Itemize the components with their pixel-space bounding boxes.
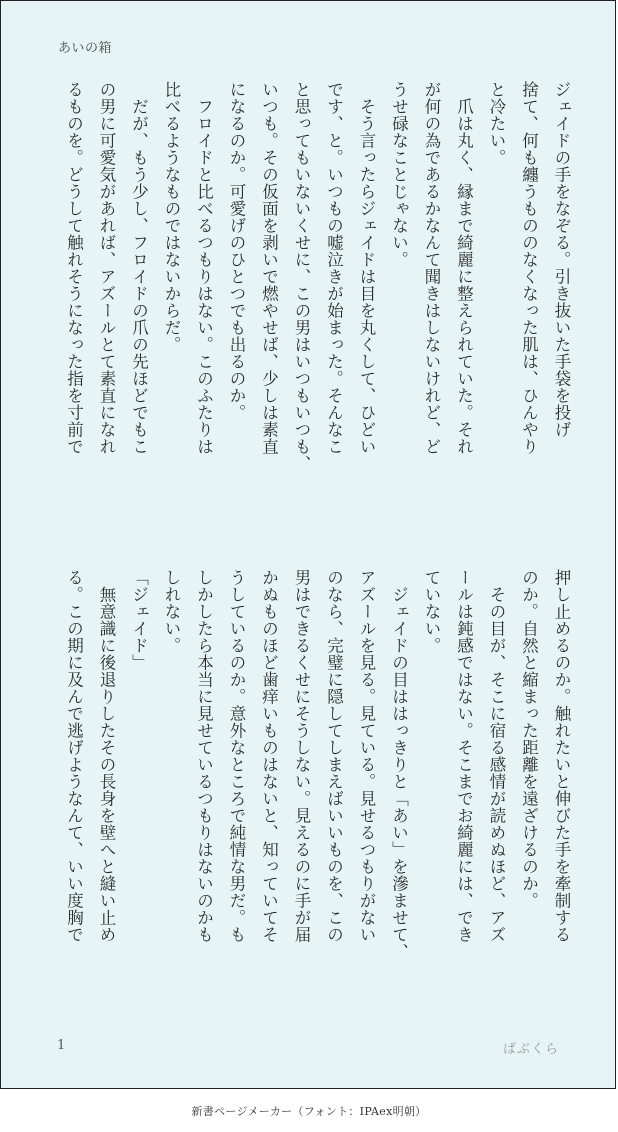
text-line: と冷たい。 [487, 81, 506, 166]
text-line: 押し止めるのか。触れたいと伸びた手を牽制する [552, 569, 571, 943]
text-line: です、と。いつもの嘘泣きが始まった。そんなこ [324, 81, 344, 455]
text-line: ていない。 [422, 569, 441, 654]
text-line: 無意識に後退りしたその長身を壁へと縫い止め [97, 569, 116, 943]
text-line: アズールを見る。見ている。見せるつもりがない [357, 569, 376, 943]
text-line: ジェイドの目ははっきりと「あい」を滲ませて、 [389, 569, 409, 960]
text-line: フロイドと比べるつもりはない。このふたりは [194, 81, 214, 455]
text-line: しれない。 [162, 569, 181, 654]
page-number: 1 [57, 1038, 66, 1053]
text-line: うせ碌なことじゃない。 [389, 81, 409, 268]
text-line: しかしたら本当に見せているつもりはないのかも [194, 569, 214, 943]
text-column-bottom [1, 569, 615, 999]
text-line: が何の為であるかなんて聞きはしないけれど、ど [422, 81, 441, 455]
text-line: の男に可愛気があれば、アズールとて素直になれ [97, 81, 116, 455]
text-line: と思ってもいないくせに、この男はいつもいつも、 [292, 81, 311, 472]
text-line: いつも。その仮面を剥いで燃やせば、少しは素直 [259, 81, 279, 455]
text-line: うしているのか。意外なところで純情な男だ。も [227, 569, 246, 943]
text-line: 比べるようなものではないからだ。 [162, 81, 181, 353]
vertical-text-top [57, 81, 577, 511]
text-column-top [1, 81, 615, 511]
generator-credit: 新書ページメーカー（フォント：IPAex明朝） [191, 1105, 427, 1118]
text-line: 捨て、何も纏うもののなくなった肌は、ひんやり [519, 81, 539, 455]
text-line: ールは鈍感ではない。そこまでお綺麗には、でき [454, 569, 474, 943]
text-line: 爪は丸く、縁まで綺麗に整えられていた。それ [454, 81, 474, 455]
author-name: ぱぶくら [502, 1042, 559, 1057]
text-line: かぬものほど歯痒いものはないと、知っていてそ [259, 569, 279, 943]
text-line: るものを。どうして触れそうになった指を寸前で [64, 81, 84, 455]
text-line: そう言ったらジェイドは目を丸くして、ひどい [357, 81, 376, 455]
text-line: る。この期に及んで逃げようなんて、いい度胸で [64, 569, 84, 943]
book-title: あいの箱 [58, 41, 113, 56]
text-line: だが、もう少し、フロイドの爪の先ほどでもこ [129, 81, 149, 455]
text-line: のか。自然と縮まった距離を遠ざけるのか。 [519, 569, 539, 909]
text-line: になるのか。可愛げのひとつでも出るのか。 [227, 81, 246, 421]
text-line: 「ジェイド」 [129, 569, 149, 671]
text-line: のなら、完璧に隠してしまえばいいものを、この [324, 569, 344, 943]
text-line: ジェイドの手をなぞる。引き抜いた手袋を投げ [552, 81, 571, 438]
vertical-text-bottom [57, 569, 577, 999]
text-line: 男はできるくせにそうしない。見えるのに手が届 [292, 569, 311, 943]
text-line: その目が、そこに宿る感情が読めぬほど、アズ [487, 569, 506, 943]
